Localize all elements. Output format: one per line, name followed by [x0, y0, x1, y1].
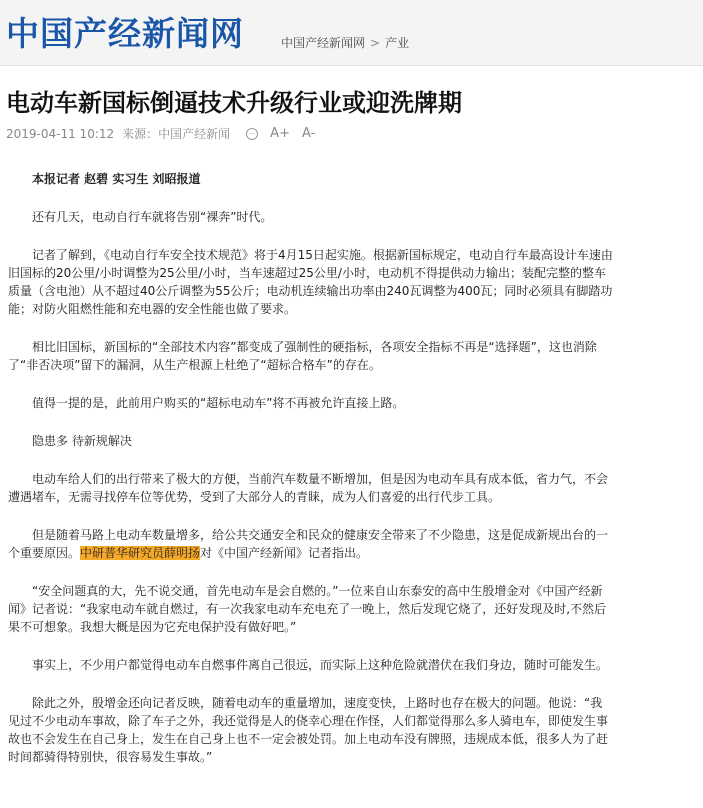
source-label: 来源： — [122, 127, 159, 141]
breadcrumb-home[interactable]: 中国产经新闻网 — [281, 36, 366, 50]
article-source: 中国产经新闻 — [158, 127, 231, 141]
paragraph-text: 但是随着马路上电动车数量增多，给公共交通安全和民众的健康安全带来了不少隐患，这是促成新规出台的一个重要原因。 — [8, 528, 609, 560]
font-smaller-button[interactable]: A- — [301, 126, 316, 141]
paragraph: “安全问题真的大，先不说交通，首先电动车是会自燃的。”一位来自山东泰安的高中生殷增金对《中国产经新闻》记者说：“我家电动车就自燃过，有一次我家电动车充电充了一晚上，然后发现它烧了，还好发现及时,不然后果不可想象。我想大概是因为它充电保护没有做好吧。” — [8, 584, 607, 634]
paragraph: 除此之外，殷增金还向记者反映，随着电动车的重量增加，速度变快，上路时也存在极大的问题。他说：“我见过不少电动车事故，除了车子之外，我还觉得是人的侥幸心理在作怪，人们都觉得那么多人骑电车，即使发生事故也不会发生在自己身上，发生在自己身上也不一定会被处罚。加上电动车没有牌照，违规成本低，很多人为了赶时间都骑得特别快，很容易发生事故。” — [8, 696, 609, 764]
article-title: 电动车新国标倒逼技术升级行业或迎洗牌期 — [6, 89, 462, 117]
comment-icon[interactable]: ··· — [246, 128, 258, 140]
breadcrumb-section[interactable]: 产业 — [385, 36, 410, 50]
paragraph-text: 对《中国产经新闻》记者指出。 — [200, 546, 369, 560]
site-header — [0, 0, 703, 66]
paragraph — [8, 526, 613, 562]
article-body — [8, 170, 613, 786]
font-larger-button[interactable]: A+ — [270, 126, 290, 141]
paragraph: 记者了解到，《电动自行车安全技术规范》将于4月15日起实施。根据新国标规定，电动自行车最高设计车速由旧国标的20公里/小时调整为25公里/小时，当车速超过25公里/小时，电动机不得提供动力输出；装配完整的整车质量（含电池）从不超过40公斤调整为55公斤；电动机连续输出功率由240瓦调整为400瓦；同时必须具有脚踏功能；对防火阻燃性能和充电器的安全性能也做了要求。 — [8, 248, 613, 316]
section-subheading: 隐患多 待新规解决 — [32, 434, 132, 448]
paragraph: 还有几天，电动自行车就将告别“裸奔”时代。 — [32, 210, 273, 224]
paragraph: 事实上，不少用户都觉得电动车自燃事件离自己很远，而实际上这种危险就潜伏在我们身边，随时可能发生。 — [32, 658, 609, 672]
paragraph: 电动车给人们的出行带来了极大的方便，当前汽车数量不断增加，但是因为电动车具有成本低，省力气，不会遭遇堵车，无需寻找停车位等优势，受到了大部分人的青睐，成为人们喜爱的出行代步工具。 — [8, 472, 609, 504]
highlighted-text: 中研普华研究员薛明扬 — [80, 546, 201, 560]
breadcrumb — [281, 35, 409, 51]
site-logo[interactable]: 中国产经新闻网 — [6, 14, 244, 53]
paragraph: 值得一提的是，此前用户购买的“超标电动车”将不再被允许直接上路。 — [32, 396, 405, 410]
article-byline: 本报记者 赵碧 实习生 刘昭报道 — [32, 172, 201, 186]
paragraph: 相比旧国标，新国标的“全部技术内容”都变成了强制性的硬指标，各项安全指标不再是“选择题”，这也消除了“非否决项”留下的漏洞，从生产根源上杜绝了“超标合格车”的存在。 — [8, 340, 597, 372]
article-date: 2019-04-11 10:12 — [6, 127, 115, 141]
breadcrumb-separator: > — [370, 36, 381, 50]
article-meta — [6, 127, 315, 141]
